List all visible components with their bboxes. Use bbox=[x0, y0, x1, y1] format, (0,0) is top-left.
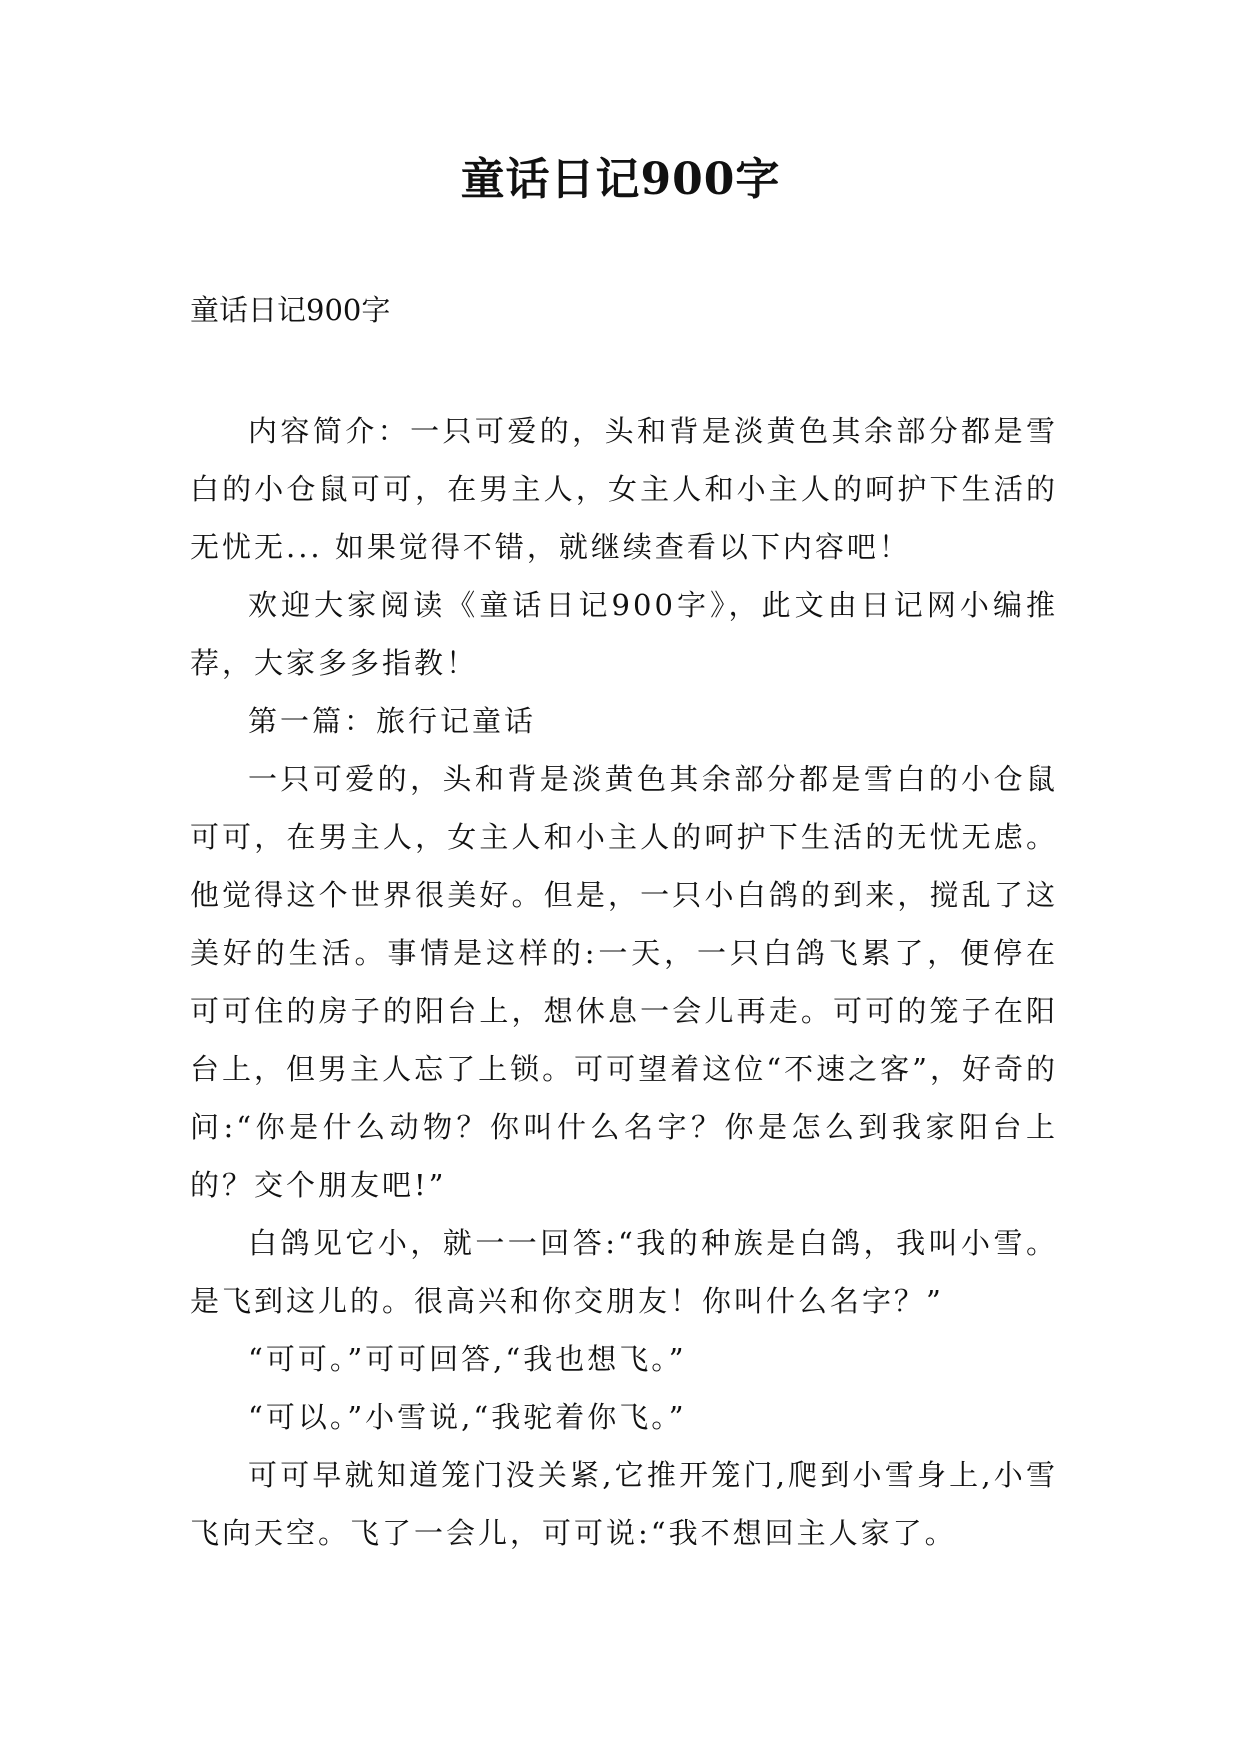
paragraph-summary: 内容简介：一只可爱的，头和背是淡黄色其余部分都是雪白的小仓鼠可可，在男主人，女主人和小主人的呵护下生活的无忧无... 如果觉得不错，就继续查看以下内容吧！ bbox=[190, 414, 1058, 564]
document-title: 童话日记900字 bbox=[460, 154, 781, 205]
document-subtitle: 童话日记900字 bbox=[190, 293, 391, 327]
paragraph-story-2: 白鸽见它小，就一一回答:“我的种族是白鸽，我叫小雪。是飞到这儿的。很高兴和你交朋友！你叫什么名字？” bbox=[190, 1226, 1058, 1318]
paragraph-welcome: 欢迎大家阅读《童话日记900字》，此文由日记网小编推荐，大家多多指教！ bbox=[190, 588, 1058, 680]
document-body bbox=[190, 402, 1058, 1562]
paragraph-story-4: “可以。”小雪说,“我驼着你飞。” bbox=[248, 1400, 687, 1434]
paragraph-story-5: 可可早就知道笼门没关紧,它推开笼门,爬到小雪身上,小雪飞向天空。飞了一会儿，可可说:“我不想回主人家了。 bbox=[190, 1458, 1058, 1550]
paragraph-story-3: “可可。”可可回答,“我也想飞。” bbox=[248, 1342, 687, 1376]
paragraph-story-1: 一只可爱的，头和背是淡黄色其余部分都是雪白的小仓鼠可可，在男主人，女主人和小主人的呵护下生活的无忧无虑。他觉得这个世界很美好。但是，一只小白鸽的到来，搅乱了这美好的生活。事情是这样的:一天，一只白鸽飞累了，便停在可可住的房子的阳台上，想休息一会儿再走。可可的笼子在阳台上，但男主人忘了上锁。可可望着这位“不速之客”，好奇的问:“你是什么动物？你叫什么名字？你是怎么到我家阳台上的？交个朋友吧!” bbox=[190, 762, 1058, 1202]
paragraph-chapter-heading: 第一篇：旅行记童话 bbox=[248, 704, 537, 738]
